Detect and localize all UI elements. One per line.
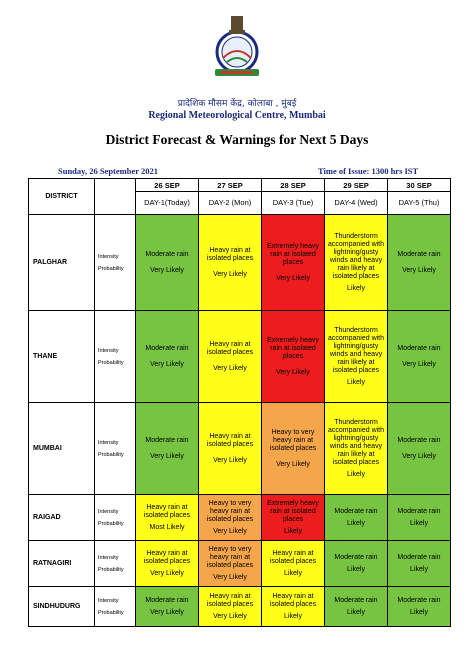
forecast-cell <box>388 215 451 311</box>
forecast-cell <box>262 403 325 495</box>
intensity-text: Heavy rain at isolated places <box>143 503 191 519</box>
forecast-cell <box>325 541 388 587</box>
intensity-text: Moderate rain <box>397 250 441 258</box>
probability-text: Very Likely <box>150 452 184 460</box>
forecast-cell <box>388 495 451 541</box>
probability-text: Likely <box>347 608 365 616</box>
intensity-text: Moderate rain <box>397 596 441 604</box>
probability-text: Likely <box>347 565 365 573</box>
forecast-cell <box>262 495 325 541</box>
org-name: Regional Meteorological Centre, Mumbai <box>148 110 326 121</box>
parameter-labels <box>95 541 136 587</box>
hindi-org-name: प्रादेशिक मौसम केंद्र, कोलाबा , मुंबई <box>177 99 297 109</box>
district-name: RAIGAD <box>29 495 95 541</box>
intensity-text: Moderate rain <box>334 596 378 604</box>
forecast-cell <box>262 215 325 311</box>
day-date: 27 SEP <box>199 179 262 192</box>
parameter-labels <box>95 403 136 495</box>
intensity-label: Intensity <box>98 508 119 515</box>
parameter-labels <box>95 587 136 627</box>
forecast-cell <box>325 215 388 311</box>
intensity-text: Thunderstorm accompanied with lightning/gusty winds and heavy rain likely at isolated places <box>327 326 385 374</box>
intensity-text: Heavy rain at isolated places <box>206 246 254 262</box>
forecast-table <box>28 178 451 627</box>
probability-text: Very Likely <box>213 612 247 620</box>
intensity-label: Intensity <box>98 253 119 260</box>
intensity-text: Heavy rain at isolated places <box>269 592 317 608</box>
district-name: RATNAGIRI <box>29 541 95 587</box>
day-label: DAY-5 (Thu) <box>388 192 451 215</box>
intensity-text: Heavy rain at isolated places <box>143 549 191 565</box>
probability-label: Probability <box>98 609 124 616</box>
forecast-cell <box>199 495 262 541</box>
intensity-text: Heavy to very heavy rain at isolated places <box>269 428 317 452</box>
forecast-cell <box>325 403 388 495</box>
probability-text: Very Likely <box>150 608 184 616</box>
intensity-label: Intensity <box>98 347 119 354</box>
probability-text: Very Likely <box>276 274 310 282</box>
intensity-text: Heavy rain at isolated places <box>206 592 254 608</box>
forecast-cell <box>388 587 451 627</box>
forecast-cell <box>136 403 199 495</box>
forecast-cell <box>388 311 451 403</box>
intensity-text: Thunderstorm accompanied with lightning/gusty winds and heavy rain likely at isolated places <box>327 232 385 280</box>
day-date: 30 SEP <box>388 179 451 192</box>
probability-text: Very Likely <box>150 266 184 274</box>
parameter-labels <box>95 495 136 541</box>
intensity-text: Extremely heavy rain at isolated places <box>267 242 319 266</box>
intensity-text: Moderate rain <box>397 436 441 444</box>
district-header: DISTRICT <box>29 179 95 215</box>
intensity-text: Thunderstorm accompanied with lightning/gusty winds and heavy rain likely at isolated places <box>327 418 385 466</box>
probability-text: Very Likely <box>276 368 310 376</box>
district-name: THANE <box>29 311 95 403</box>
probability-text: Very Likely <box>402 452 436 460</box>
probability-text: Likely <box>347 284 365 292</box>
intensity-text: Heavy to very heavy rain at isolated places <box>206 499 254 523</box>
probability-label: Probability <box>98 265 124 272</box>
probability-label: Probability <box>98 566 124 573</box>
forecast-cell <box>199 587 262 627</box>
forecast-cell <box>199 541 262 587</box>
probability-text: Very Likely <box>150 360 184 368</box>
probability-text: Likely <box>410 565 428 573</box>
forecast-cell <box>136 311 199 403</box>
probability-text: Very Likely <box>213 573 247 581</box>
forecast-cell <box>388 541 451 587</box>
intensity-text: Moderate rain <box>145 250 189 258</box>
probability-text: Very Likely <box>276 460 310 468</box>
intensity-label: Intensity <box>98 554 119 561</box>
parameter-labels <box>95 215 136 311</box>
forecast-cell <box>262 311 325 403</box>
probability-text: Likely <box>347 519 365 527</box>
probability-text: Likely <box>284 612 302 620</box>
table-row <box>29 215 451 311</box>
probability-text: Very Likely <box>150 569 184 577</box>
forecast-cell <box>199 215 262 311</box>
table-row <box>29 311 451 403</box>
parameter-header <box>95 179 136 215</box>
table-row <box>29 495 451 541</box>
probability-text: Likely <box>347 378 365 386</box>
probability-text: Likely <box>347 470 365 478</box>
day-label: DAY-4 (Wed) <box>325 192 388 215</box>
intensity-text: Moderate rain <box>397 553 441 561</box>
intensity-text: Moderate rain <box>145 344 189 352</box>
forecast-cell <box>262 587 325 627</box>
forecast-cell <box>325 311 388 403</box>
forecast-cell <box>388 403 451 495</box>
intensity-text: Heavy rain at isolated places <box>206 340 254 356</box>
day-label: DAY-2 (Mon) <box>199 192 262 215</box>
probability-text: Very Likely <box>213 527 247 535</box>
probability-text: Likely <box>410 519 428 527</box>
intensity-label: Intensity <box>98 439 119 446</box>
parameter-labels <box>95 311 136 403</box>
forecast-cell <box>136 495 199 541</box>
forecast-cell <box>199 403 262 495</box>
forecast-cell <box>136 215 199 311</box>
probability-label: Probability <box>98 451 124 458</box>
district-name: PALGHAR <box>29 215 95 311</box>
table-row <box>29 403 451 495</box>
table-row <box>29 587 451 627</box>
probability-label: Probability <box>98 520 124 527</box>
forecast-cell <box>199 311 262 403</box>
intensity-text: Moderate rain <box>397 507 441 515</box>
probability-text: Very Likely <box>213 364 247 372</box>
intensity-text: Moderate rain <box>334 507 378 515</box>
day-label: DAY-3 (Tue) <box>262 192 325 215</box>
intensity-text: Heavy rain at isolated places <box>206 432 254 448</box>
ashoka-emblem-icon <box>207 14 267 82</box>
forecast-cell <box>136 587 199 627</box>
intensity-label: Intensity <box>98 597 119 604</box>
intensity-text: Moderate rain <box>397 344 441 352</box>
day-date: 29 SEP <box>325 179 388 192</box>
issue-time: Time of Issue: 1300 hrs IST <box>318 166 419 176</box>
district-name: MUMBAI <box>29 403 95 495</box>
probability-text: Very Likely <box>213 456 247 464</box>
intensity-text: Extremely heavy rain at isolated places <box>267 336 319 360</box>
probability-text: Likely <box>284 569 302 577</box>
intensity-text: Heavy rain at isolated places <box>269 549 317 565</box>
intensity-text: Heavy to very heavy rain at isolated places <box>206 545 254 569</box>
probability-text: Most Likely <box>149 523 185 531</box>
intensity-text: Moderate rain <box>145 596 189 604</box>
district-name: SINDHUDURG <box>29 587 95 627</box>
forecast-cell <box>262 541 325 587</box>
table-row <box>29 541 451 587</box>
forecast-cell <box>325 495 388 541</box>
day-label: DAY-1(Today) <box>136 192 199 215</box>
intensity-text: Moderate rain <box>145 436 189 444</box>
day-date: 28 SEP <box>262 179 325 192</box>
forecast-cell <box>136 541 199 587</box>
probability-text: Likely <box>284 527 302 535</box>
probability-text: Likely <box>410 608 428 616</box>
probability-text: Very Likely <box>402 266 436 274</box>
probability-text: Very Likely <box>402 360 436 368</box>
probability-text: Very Likely <box>213 270 247 278</box>
probability-label: Probability <box>98 359 124 366</box>
intensity-text: Moderate rain <box>334 553 378 561</box>
day-date: 26 SEP <box>136 179 199 192</box>
forecast-date: Sunday, 26 September 2021 <box>58 166 158 176</box>
page-title: District Forecast & Warnings for Next 5 Days <box>105 132 369 147</box>
forecast-cell <box>325 587 388 627</box>
intensity-text: Extremely heavy rain at isolated places <box>267 499 319 523</box>
